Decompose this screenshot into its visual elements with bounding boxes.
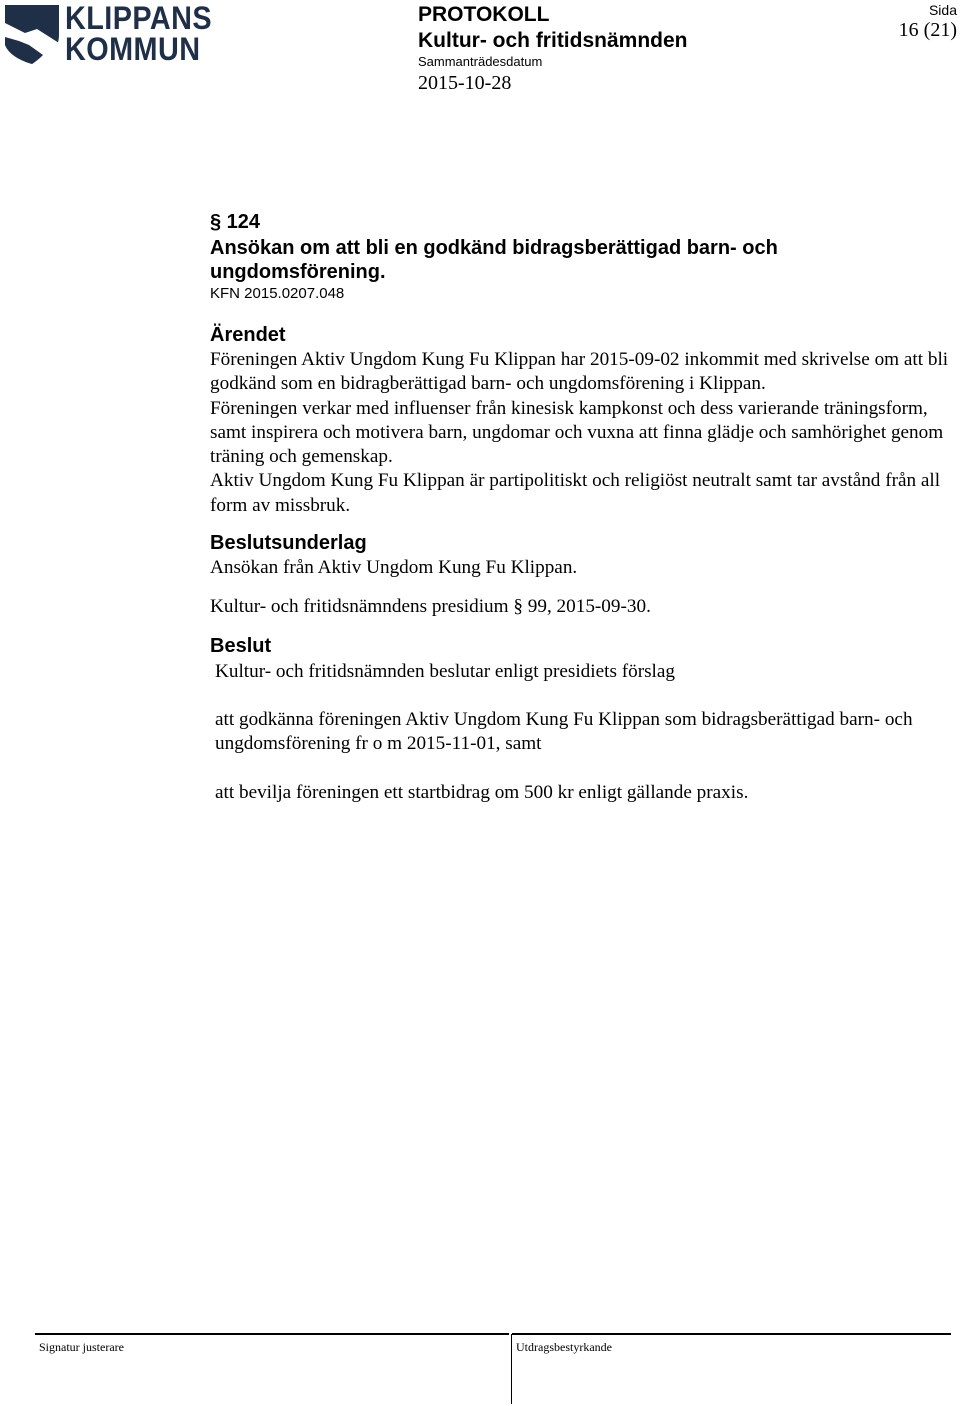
beslutsunderlag-heading: Beslutsunderlag: [210, 532, 367, 555]
arendet-paragraph: Föreningen verkar med influenser från kinesisk kampkonst och dess varierande träningsform, samt inspirera och motivera barn, ungdomar och vuxna att finna glädje och samhörighet genom träning och gemenskap.: [210, 397, 944, 468]
item-title: Ansökan om att bli en godkänd bidragsberättigad barn- och ungdomsförening.: [210, 237, 778, 283]
beslut-clause: att godkänna föreningen Aktiv Ungdom Kung Fu Klippan som bidragsberättigad barn- och ungdomsförening fr o m 2015-11-01, samt: [215, 708, 913, 755]
logo-line-1: KLIPPANS: [65, 0, 213, 36]
beslut-intro: Kultur- och fritidsnämnden beslutar enligt presidiets förslag: [215, 660, 676, 682]
section-number: § 124: [210, 211, 261, 233]
arendet-paragraph: Föreningen Aktiv Ungdom Kung Fu Klippan har 2015-09-02 inkommit med skrivelse om att bli godkänd som en bidragberättigad barn- och ungdomsförening i Klippan.: [210, 349, 949, 395]
document-type: PROTOKOLL: [418, 3, 550, 26]
footer-divider-right: [512, 1333, 951, 1335]
footer-divider-left: [35, 1333, 509, 1335]
beslutsunderlag-line: Kultur- och fritidsnämndens presidium § 99, 2015-09-30.: [210, 596, 651, 618]
footer-column-divider: [511, 1334, 512, 1404]
logo-wordmark: [65, 0, 213, 67]
case-reference: KFN 2015.0207.048: [210, 285, 345, 302]
minutes-item: [210, 208, 950, 805]
meeting-date-label: Sammanträdesdatum: [418, 54, 543, 69]
coat-of-arms-icon: [3, 3, 61, 65]
signature-label: Signatur justerare: [39, 1340, 124, 1354]
beslut-heading: Beslut: [210, 634, 272, 657]
extract-certification-label: Utdragsbestyrkande: [516, 1340, 612, 1354]
document-header: [418, 3, 688, 96]
meeting-date: 2015-10-28: [418, 72, 512, 94]
beslutsunderlag-line: Ansökan från Aktiv Ungdom Kung Fu Klippan.: [210, 557, 578, 579]
committee-name: Kultur- och fritidsnämnden: [418, 29, 688, 52]
arendet-paragraph: Aktiv Ungdom Kung Fu Klippan är partipolitiskt och religiöst neutralt samt tar avstånd från all form av missbruk.: [210, 470, 941, 516]
page-label: Sida: [928, 2, 957, 18]
beslut-clause: att bevilja föreningen ett startbidrag om 500 kr enligt gällande praxis.: [215, 781, 749, 803]
logo-line-2: KOMMUN: [65, 31, 201, 67]
page-number: 16 (21): [898, 19, 957, 41]
arendet-heading: Ärendet: [210, 324, 286, 346]
municipality-logo: [3, 0, 218, 67]
